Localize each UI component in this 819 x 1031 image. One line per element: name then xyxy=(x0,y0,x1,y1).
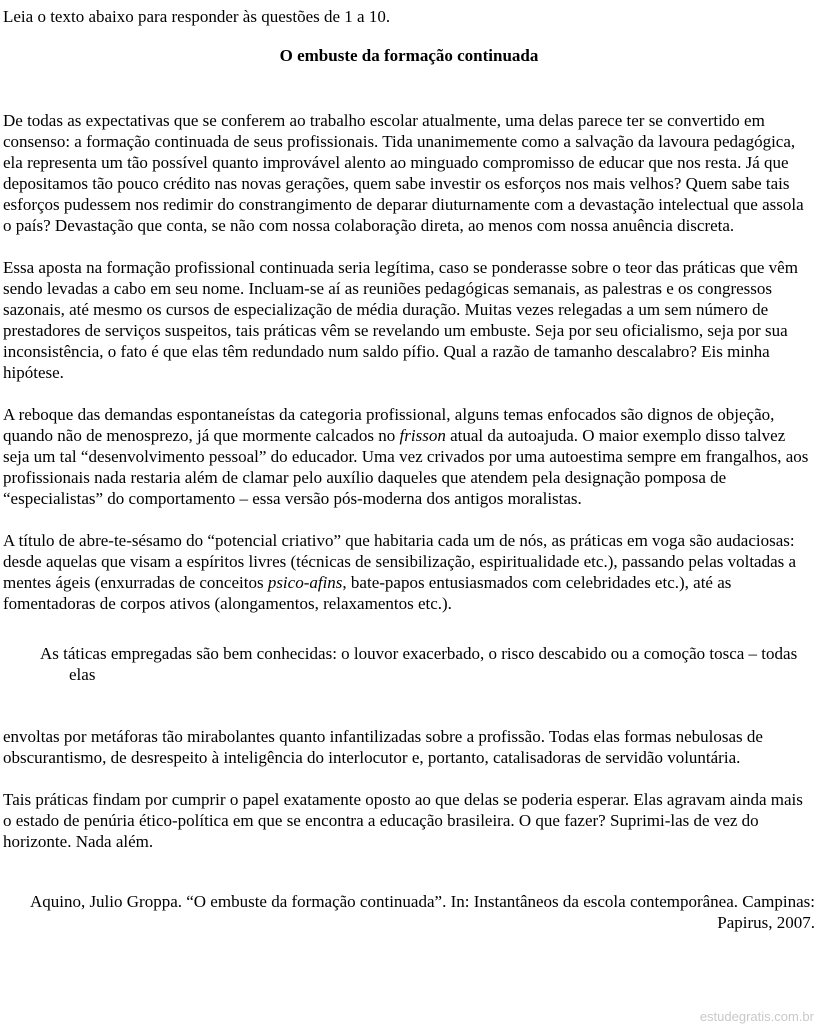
paragraph-p2 xyxy=(3,257,815,383)
paragraph-p4 xyxy=(3,530,815,614)
italic-text: psico-afins xyxy=(267,573,343,592)
text-segment: De todas as expectativas que se conferem ao trabalho escolar atualmente, uma delas parece ter se convertido em consenso: a formação continuada de seus profissionais. Tida unanimemente como a salvação da lavoura pedagógica, ela representa um tão possível quanto improvável alento ao minguado compromisso de educar que nos resta. Já que depositamos tão pouco crédito nas novas gerações, quem sabe investir os esforços nos mais velhos? Quem sabe tais esforços pudessem nos redimir do constrangimento de deparar diuturnamente com a devastação intelectual que assola o país? Devastação que conta, se não com nossa colaboração direta, ao menos com nossa anuência discreta. xyxy=(3,111,804,235)
text-segment: atual da autoajuda. O maior exemplo disso talvez seja um tal “desenvolvimento pessoal” do educador. Uma vez crivados por uma autoestima sempre em frangalhos, aos profissionais nada restaria além de clamar pelo auxílio daqueles que atendem pela designação pomposa de “especialistas” do comportamento – essa versão pós-moderna dos antigos moralistas. xyxy=(3,426,809,508)
text-segment: Tais práticas findam por cumprir o papel exatamente oposto ao que delas se poderia esperar. Elas agravam ainda mais o estado de penúria ético-política em que se encontra a educação brasileira. O que fazer? Suprimi-las de vez do horizonte. Nada além. xyxy=(3,790,803,851)
paragraph-p1 xyxy=(3,110,815,236)
text-segment: As táticas empregadas são bem conhecidas: o louvor exacerbado, o risco descabido ou a comoção tosca – todas elas xyxy=(40,644,798,684)
italic-text: frisson xyxy=(399,426,446,445)
paragraph-p7 xyxy=(3,789,815,852)
text-segment: envoltas por metáforas tão mirabolantes quanto infantilizadas sobre a profissão. Todas elas formas nebulosas de obscurantismo, de desrespeito à inteligência do interlocutor e, portanto, catalisadoras de servidão voluntária. xyxy=(3,727,763,767)
text-segment: A reboque das demandas espontaneístas da categoria profissional, alguns temas enfocados são dignos de objeção, quando não de menosprezo, já que mormente calcados no xyxy=(3,405,775,445)
paragraph-p6 xyxy=(3,726,815,768)
source-citation: Aquino, Julio Groppa. “O embuste da formação continuada”. In: Instantâneos da escola contemporânea. Campinas: Papirus, 2007. xyxy=(29,892,815,932)
text-segment: A título de abre-te-sésamo do “potencial criativo” que habitaria cada um de nós, as práticas em voga são audaciosas: desde aquelas que visam a espíritos livres (técnicas de sensibilização, espiritualidade etc.), passando pelas voltadas a mentes ágeis (enxurradas de conceitos xyxy=(3,531,797,592)
article-title: O embuste da formação continuada xyxy=(279,46,539,65)
article-body xyxy=(3,110,815,852)
paragraph-p3 xyxy=(3,404,815,509)
site-watermark: estudegratis.com.br xyxy=(699,1009,814,1024)
reading-instruction: Leia o texto abaixo para responder às questões de 1 a 10. xyxy=(3,7,391,26)
text-segment: Essa aposta na formação profissional continuada seria legítima, caso se ponderasse sobre o teor das práticas que vêm sendo levadas a cabo em seu nome. Incluam-se aí as reuniões pedagógicas semanais, as palestras e os congressos sazonais, até mesmo os cursos de especialização de média duração. Muitas vezes relegadas a um sem número de prestadores de serviços suspeitos, tais práticas vêm se revelando um embuste. Seja por seu oficialismo, seja por sua inconsistência, o fato é que elas têm redundado num saldo pífio. Qual a razão de tamanho descalabro? Eis minha hipótese. xyxy=(3,258,798,382)
text-segment: , bate-papos entusiasmados com celebridades etc.), até as fomentadoras de corpos ativos (alongamentos, relaxamentos etc.). xyxy=(3,573,732,613)
paragraph-p5 xyxy=(40,643,815,685)
